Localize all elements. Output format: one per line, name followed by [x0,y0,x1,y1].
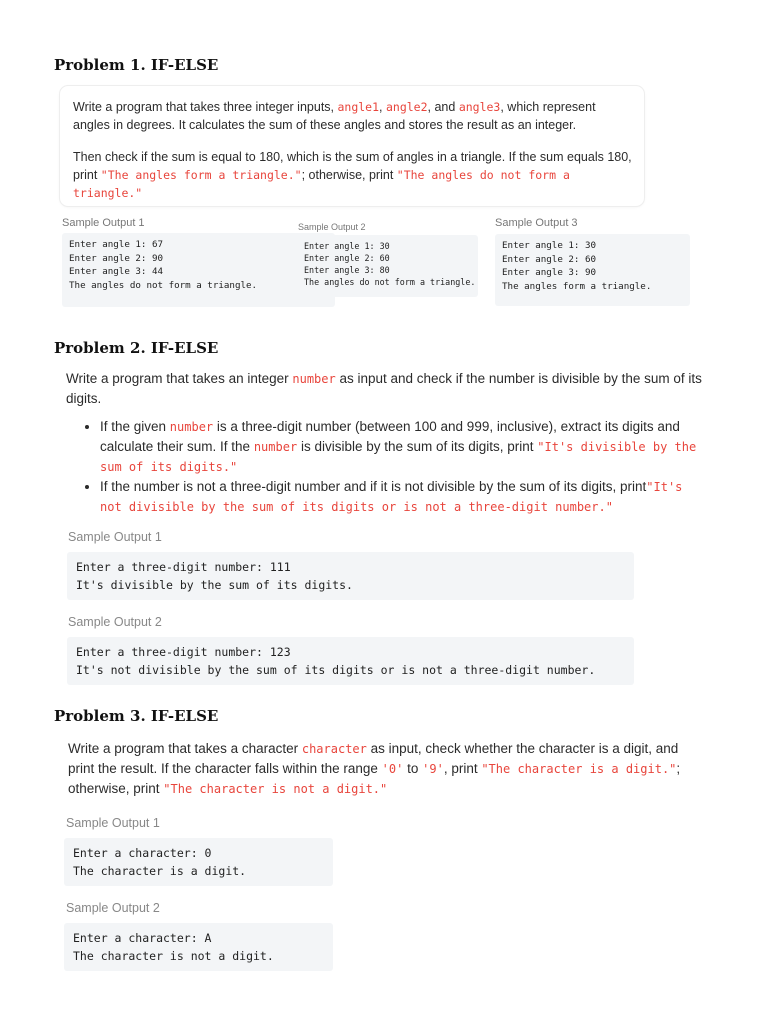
code-character: character [301,742,367,756]
text-run: Write a program that takes an integer [66,371,293,386]
output-line: Enter angle 2: 90 [69,252,164,264]
text-run: to [403,761,423,776]
sample-output-label: Sample Output 3 [495,217,578,229]
sample-output-box [495,234,690,306]
output-line: Enter angle 2: 60 [502,253,597,265]
sample-output-box [298,235,478,297]
code-number: number [169,420,214,434]
bullet-item-not-three-digit [100,477,706,517]
text-run: , and [427,100,459,114]
problem-2-bullets [66,417,706,517]
text-run: ; otherwise, print [68,761,681,796]
code-divisible-message: "It's divisible by the sum of its digits." [100,440,697,474]
text-run: as input and check if the number is divisible by the sum of its digits. [66,371,702,406]
problem-2-intro [66,369,706,408]
bullet-item-three-digit [100,417,706,477]
code-angle3: angle3 [458,100,501,114]
output-line: Enter a three-digit number: 123 [76,645,291,659]
bullet-list [66,417,706,517]
output-line: Enter a character: A [73,931,212,945]
output-line: Enter angle 1: 30 [304,241,390,251]
code-digit-message: "The character is a digit." [481,762,677,776]
text-run: is divisible by the sum of its digits, print [297,439,538,454]
text-run: is a three-digit number (between 100 and 999, inclusive), extract its digits and calculate their sum. If the [100,419,680,454]
sample-output-label: Sample Output 2 [298,222,366,232]
code-not-digit-message: "The character is not a digit." [163,782,388,796]
text-run: , which represent angles in degrees. It calculates the sum of these angles and stores the result as an integer. [73,100,596,132]
problem-2-title: Problem 2. IF-ELSE [54,339,219,357]
text-run: , print [443,761,482,776]
text-run: Then check if the sum is equal to 180, which is the sum of angles in a triangle. If the sum equals 180, print [73,150,632,182]
output-line: Enter angle 1: 30 [502,240,597,251]
sample-output-label: Sample Output 1 [62,217,145,229]
code-triangle-message: "The angles form a triangle." [100,168,302,182]
text-run: Write a program that takes a character [68,741,302,756]
problem-3-title: Problem 3. IF-ELSE [54,707,219,725]
text-run: ; otherwise, print [301,168,397,182]
output-line: The character is not a digit. [73,948,274,963]
output-line: Enter angle 3: 90 [502,267,597,278]
output-line: The character is a digit. [73,863,247,878]
sample-output-box [64,923,333,971]
output-line: The angles do not form a triangle. [69,279,258,291]
output-line: It's not divisible by the sum of its digits or is not a three-digit number. [76,662,596,677]
sample-output-label: Sample Output 1 [66,816,160,830]
output-line: Enter a character: 0 [73,846,212,860]
problem-1-paragraph-2 [73,148,633,202]
output-line: Enter angle 3: 44 [69,266,164,277]
code-not-triangle-message: "The angles do not form a triangle." [73,168,570,200]
sample-output-box [62,233,335,307]
output-line: Enter angle 1: 67 [69,239,164,250]
sample-output-box [67,552,634,600]
problem-1-title: Problem 1. IF-ELSE [54,56,219,74]
sample-output-label: Sample Output 2 [68,615,162,629]
code-number: number [253,440,298,454]
code-not-divisible-message: "It's not divisible by the sum of its digits or is not a three-digit number." [100,480,683,514]
code-range-start: '0' [381,762,404,776]
code-angle2: angle2 [385,100,428,114]
output-line: It's divisible by the sum of its digits. [76,577,353,592]
code-number: number [292,372,336,386]
text-run: If the given [100,419,170,434]
sample-output-label: Sample Output 2 [66,901,160,915]
output-line: Enter angle 3: 80 [304,265,390,275]
code-range-end: '9' [422,762,444,776]
sample-output-label: Sample Output 1 [68,530,162,544]
output-line: Enter angle 2: 60 [304,253,390,263]
output-line: The angles form a triangle. [502,280,652,292]
output-line: The angles do not form a triangle. [304,277,476,287]
text-run: Write a program that takes three integer inputs, [73,100,338,114]
text-run: If the number is not a three-digit number and if it is not divisible by the sum of its digits, print [100,479,647,494]
text-run: , [379,100,386,114]
text-run: as input, check whether the character is a digit, and print the result. If the character falls within the range [68,741,679,776]
code-angle1: angle1 [337,100,380,114]
sample-output-box [67,637,634,685]
problem-3-intro [68,739,708,799]
output-line: Enter a three-digit number: 111 [76,560,291,574]
problem-1-paragraph-1 [73,98,633,134]
sample-output-box [64,838,333,886]
